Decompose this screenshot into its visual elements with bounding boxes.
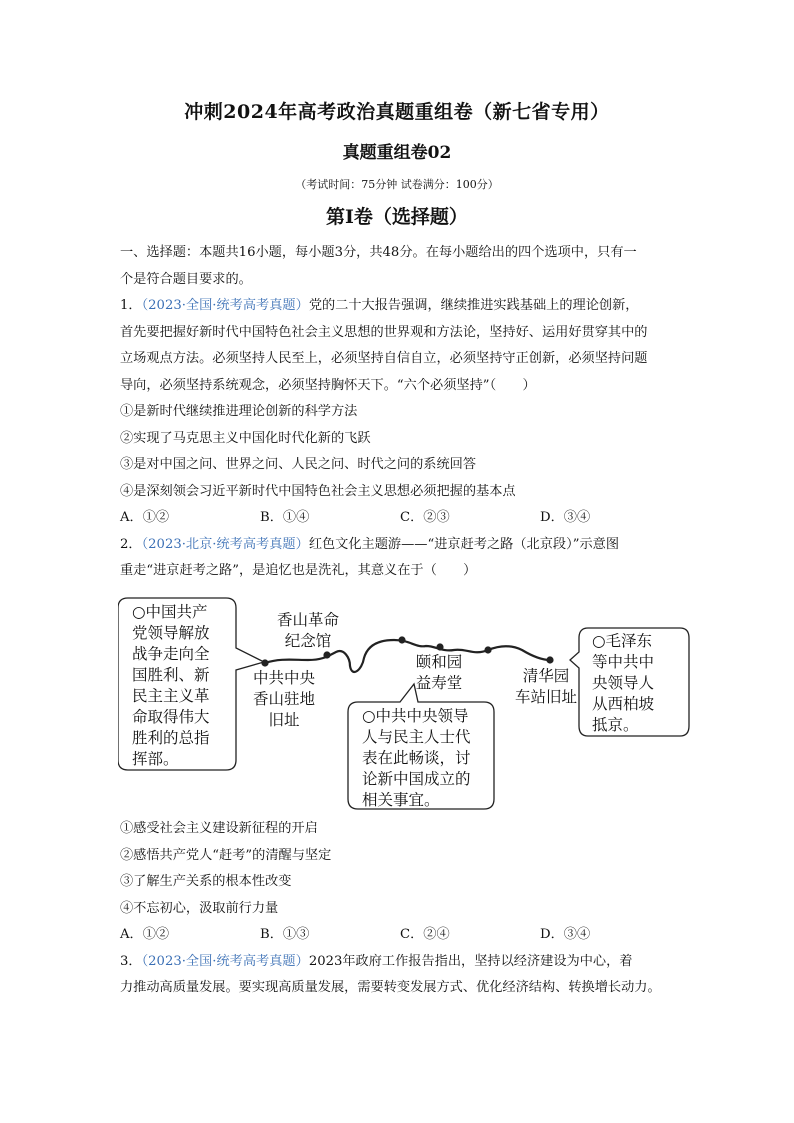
- option-a[interactable]: A．①②: [120, 510, 170, 525]
- callout-line: ○毛泽东: [592, 632, 653, 650]
- section-title: 第I卷（选择题）: [326, 206, 468, 228]
- answer-options: [120, 505, 680, 532]
- statement-item: ④是深刻领会习近平新时代中国特色社会主义思想必须把握的基本点: [120, 483, 516, 499]
- body-lower: [120, 816, 680, 1002]
- route-point: [484, 646, 491, 653]
- route-point-xiangshan: [261, 659, 268, 666]
- callout-line: 胜利的总指: [132, 729, 210, 747]
- answer-options: [120, 922, 680, 949]
- option-d[interactable]: D．③④: [540, 510, 591, 525]
- place-qinghuayuan: [508, 666, 584, 708]
- exam-subtitle: 真题重组卷02: [342, 143, 452, 163]
- callout-line: 命取得伟大: [132, 708, 210, 726]
- instructions-line: 个是符合题目要求的。: [120, 271, 252, 287]
- stem-text: 导向，必须坚持系统观念，必须坚持胸怀天下。“六个必须坚持”（ ）: [120, 377, 536, 393]
- stem-text: 2023年政府工作报告指出，坚持以经济建设为中心，着: [308, 953, 633, 969]
- callout-line: 民主主义革: [132, 687, 210, 705]
- question-2-stem: [120, 532, 680, 559]
- option-b[interactable]: B．①③: [260, 927, 310, 942]
- callout-line: ○中国共产: [132, 603, 208, 621]
- callout-line: 表在此畅谈，讨: [362, 749, 471, 767]
- callout-line: 抵京。: [592, 716, 639, 734]
- stem-text: 立场观点方法。必须坚持人民至上，必须坚持自信自立，必须坚持守正创新，必须坚持问题: [120, 351, 648, 366]
- question-3-stem: [120, 949, 680, 976]
- place-line: 车站旧址: [514, 688, 577, 706]
- callout-line: 人与民主人士代: [362, 728, 471, 746]
- route-point: [323, 651, 330, 658]
- question-number: 2．: [120, 536, 142, 552]
- exam-title: 冲刺2024年高考政治真题重组卷（新七省专用）: [184, 101, 610, 123]
- place-line: 清华园: [522, 667, 570, 685]
- question-source: （2023·全国·统考高考真题）: [141, 953, 309, 969]
- place-yiheyuan: [402, 652, 476, 694]
- callout-bottom: [362, 706, 471, 811]
- callout-left: [132, 602, 210, 770]
- callout-line: 论新中国成立的: [362, 770, 471, 788]
- callout-line: ○中共中央领导: [362, 707, 469, 725]
- stem-text: 红色文化主题游——“进京赶考之路（北京段）”示意图: [308, 536, 620, 552]
- question-source: （2023·北京·统考高考真题）: [141, 536, 309, 552]
- option-b[interactable]: B．①④: [260, 510, 310, 525]
- callout-line: 等中共中: [592, 653, 655, 671]
- callout-right: [592, 631, 654, 736]
- place-line: 纪念馆: [284, 632, 332, 650]
- statement-item: ①感受社会主义建设新征程的开启: [120, 821, 318, 836]
- option-c[interactable]: C．②③: [400, 510, 450, 525]
- body-upper: [120, 240, 680, 585]
- route-point: [398, 636, 405, 643]
- place-line: 旧址: [268, 711, 300, 729]
- stem-text: 首先要把握好新时代中国特色社会主义思想的世界观和方法论，坚持好、运用好贯穿其中的: [120, 324, 648, 340]
- callout-line: 相关事宜。: [362, 791, 440, 809]
- stem-text: 党的二十大报告强调，继续推进实践基础上的理论创新，: [308, 298, 639, 313]
- place-line: 益寿堂: [415, 674, 463, 692]
- statement-item: ②感悟共产党人“赶考”的清醒与坚定: [120, 847, 332, 863]
- callout-line: 国胜利、新: [132, 666, 210, 684]
- callout-line: 央领导人: [592, 674, 655, 692]
- option-a[interactable]: A．①②: [120, 927, 170, 942]
- callout-line: 战争走向全: [132, 645, 210, 663]
- question-number: 3．: [120, 953, 142, 969]
- stem-text: 重走“进京赶考之路”，是追忆也是洗礼，其意义在于（ ）: [120, 563, 477, 578]
- statement-item: ②实现了马克思主义中国化时代化新的飞跃: [120, 430, 371, 446]
- route-point-yiheyuan: [436, 643, 443, 650]
- statement-item: ①是新时代继续推进理论创新的科学方法: [120, 404, 358, 419]
- statement-item: ④不忘初心，汲取前行力量: [120, 900, 279, 916]
- route-diagram: [118, 596, 690, 812]
- place-line: 中共中央: [252, 669, 315, 687]
- exam-info: （考试时间：75分钟 试卷满分：100分）: [295, 178, 499, 191]
- place-xiangshan-site: [242, 668, 326, 731]
- question-source: （2023·全国·统考高考真题）: [141, 298, 309, 313]
- instructions-line: 一、选择题：本题共16小题，每小题3分，共48分。在每小题给出的四个选项中，只有一: [120, 245, 637, 260]
- place-xiangshan-memorial: [268, 610, 348, 652]
- place-line: 香山驻地: [252, 690, 315, 708]
- option-c[interactable]: C．②④: [400, 927, 450, 942]
- question-1-stem: [120, 293, 680, 320]
- statement-item: ③是对中国之问、世界之问、人民之问、时代之问的系统回答: [120, 457, 477, 472]
- place-line: 颐和园: [415, 653, 463, 671]
- route-point-qinghuayuan: [546, 656, 553, 663]
- place-line: 香山革命: [276, 611, 339, 629]
- question-number: 1．: [120, 298, 142, 313]
- callout-line: 挥部。: [132, 750, 179, 768]
- stem-text: 力推动高质量发展。要实现高质量发展，需要转变发展方式、优化经济结构、转换增长动力。: [120, 980, 661, 995]
- option-d[interactable]: D．③④: [540, 927, 591, 942]
- statement-item: ③了解生产关系的根本性改变: [120, 874, 292, 889]
- callout-line: 从西柏坡: [592, 695, 655, 713]
- callout-line: 党领导解放: [132, 624, 210, 642]
